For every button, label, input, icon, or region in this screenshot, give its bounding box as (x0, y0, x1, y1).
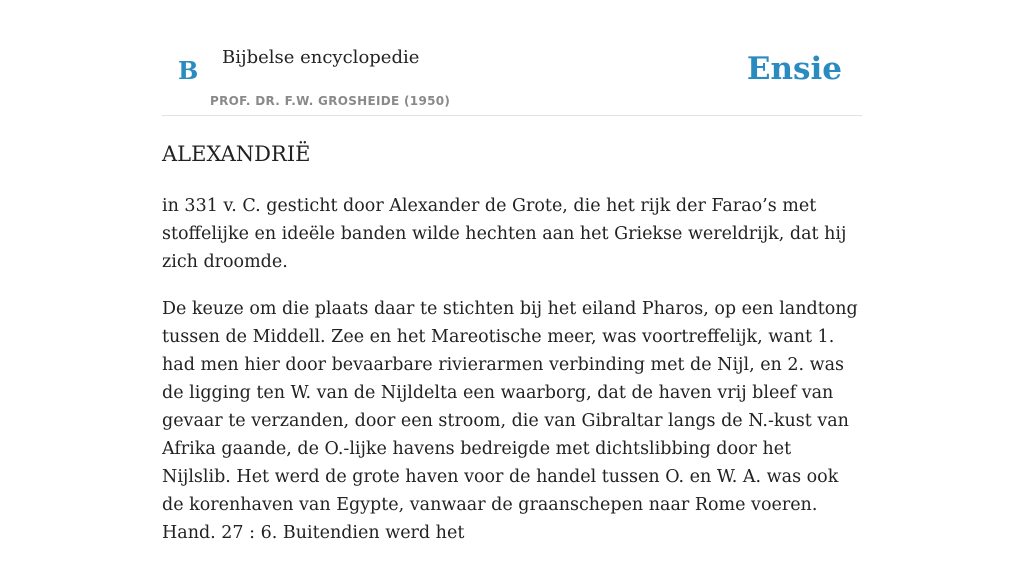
brand-logo[interactable]: Ensie (746, 51, 842, 87)
book-letter-icon[interactable]: B (178, 56, 199, 85)
body-paragraph: De keuze om die plaats daar te stichten bij het eiland Pharos, op een landtong tussen de Middell. Zee en het Mareotische meer, was voortreffelijk, want 1. had men hier door bevaarbare rivierarmen verbinding met de Nijl, en 2. was de ligging ten W. van de Nijldelta een waarborg, dat de haven vrij bleef van gevaar te verzanden, door een stroom, die van Gibraltar langs de N.-kust van Afrika gaande, de O.-lijke havens bedreigde met dichtslibbing door het Nijlslib. Het werd de grote haven voor de handel tussen O. en W. A. was ook de korenhaven van Egypte, vanwaar de graanschepen naar Rome voeren. Hand. 27 : 6. Buitendien werd het (162, 299, 858, 543)
header (162, 0, 862, 116)
book-title-link[interactable]: Bijbelse encyclopedie (222, 47, 420, 68)
page (162, 0, 862, 543)
entry-title: ALEXANDRIË (162, 142, 311, 166)
author-credit: PROF. DR. F.W. GROSHEIDE (1950) (210, 94, 451, 108)
entry-body (162, 192, 862, 566)
body-paragraph: in 331 v. C. gesticht door Alexander de Grote, die het rijk der Farao’s met stoffelijke en ideële banden wilde hechten aan het Griekse wereldrijk, dat hij zich droomde. (162, 196, 847, 272)
